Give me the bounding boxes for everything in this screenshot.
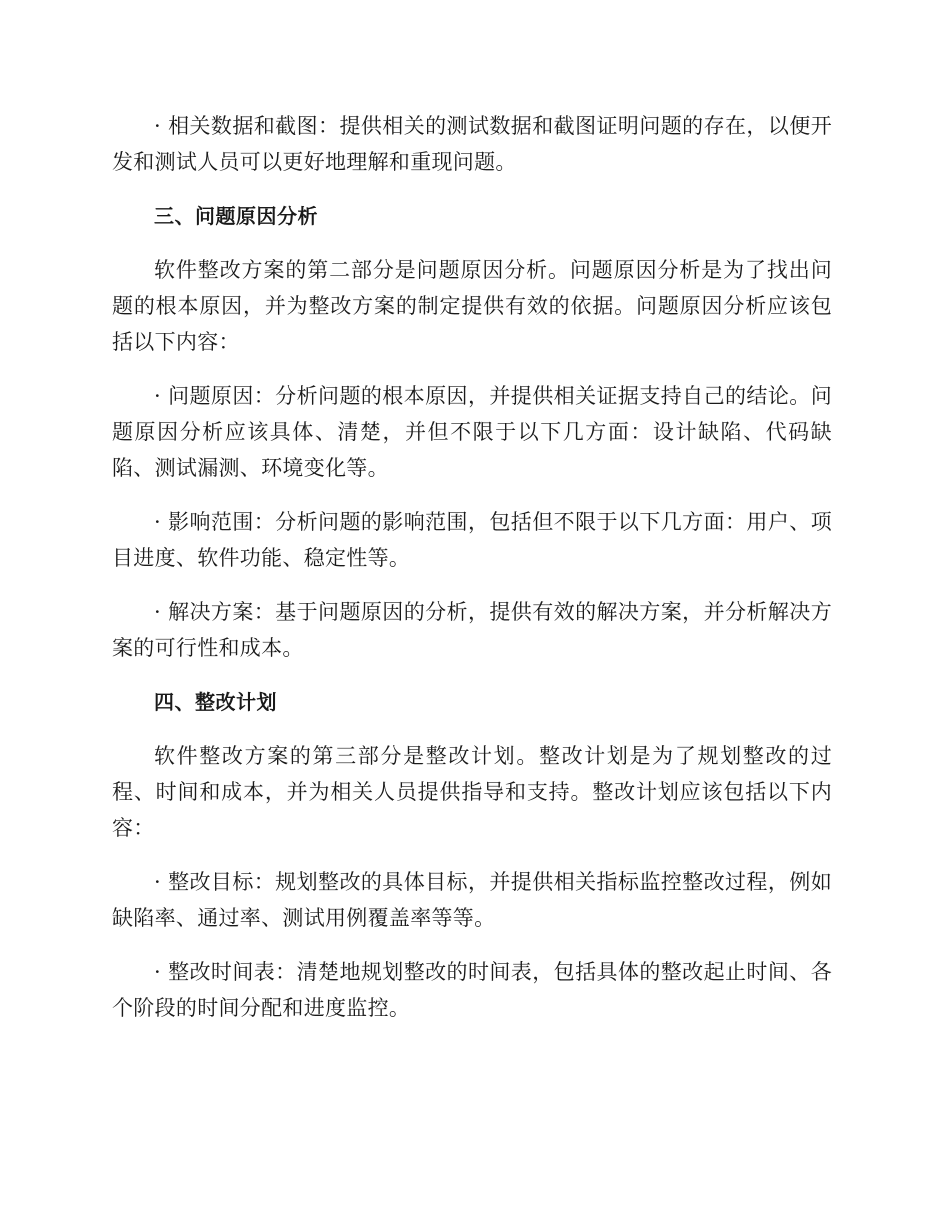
paragraph-cause-intro: 软件整改方案的第二部分是问题原因分析。问题原因分析是为了找出问题的根本原因，并为整改方案的制定提供有效的依据。问题原因分析应该包括以下内容： — [112, 258, 832, 354]
paragraph-plan-goals: · 整改目标：规划整改的具体目标，并提供相关指标监控整改过程，例如缺陷率、通过率、测试用例覆盖率等等。 — [112, 870, 832, 930]
paragraph-plan-schedule: · 整改时间表：清楚地规划整改的时间表，包括具体的整改起止时间、各个阶段的时间分配和进度监控。 — [112, 960, 832, 1020]
paragraph-plan-intro: 软件整改方案的第三部分是整改计划。整改计划是为了规划整改的过程、时间和成本，并为相关人员提供指导和支持。整改计划应该包括以下内容： — [112, 744, 832, 840]
paragraph-solution: · 解决方案：基于问题原因的分析，提供有效的解决方案，并分析解决方案的可行性和成本。 — [112, 600, 832, 660]
document-page — [112, 108, 832, 1026]
section-heading-cause-analysis: 三、问题原因分析 — [154, 204, 318, 228]
paragraph-impact-scope: · 影响范围：分析问题的影响范围，包括但不限于以下几方面：用户、项目进度、软件功能、稳定性等。 — [112, 510, 832, 570]
paragraph-data-screenshots: · 相关数据和截图：提供相关的测试数据和截图证明问题的存在，以便开发和测试人员可以更好地理解和重现问题。 — [112, 114, 832, 174]
paragraph-root-cause: · 问题原因：分析问题的根本原因，并提供相关证据支持自己的结论。问题原因分析应该具体、清楚，并但不限于以下几方面：设计缺陷、代码缺陷、测试漏测、环境变化等。 — [112, 384, 832, 480]
section-heading-rectification-plan: 四、整改计划 — [154, 690, 277, 714]
